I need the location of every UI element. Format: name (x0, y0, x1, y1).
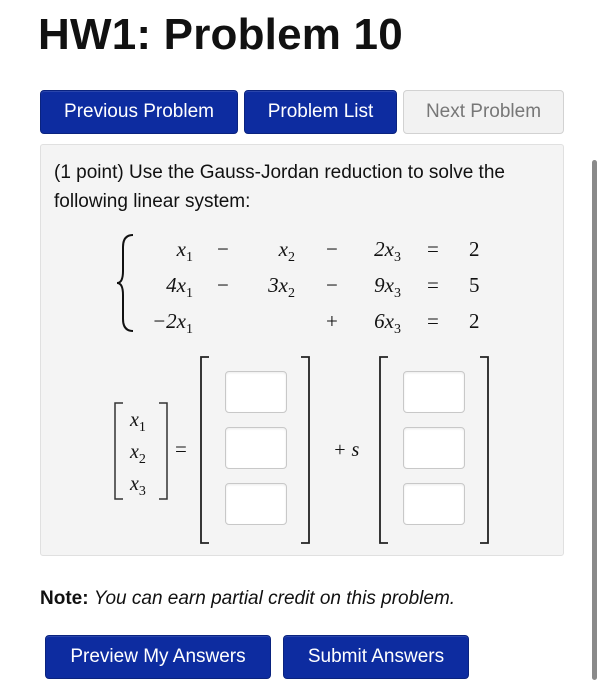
vector-x2: $x_2$ (130, 441, 146, 467)
answer-input-5[interactable] (403, 427, 465, 469)
note-label: Note: (40, 588, 89, 609)
eq2-op2: − (326, 273, 338, 297)
answer-input-3[interactable] (225, 483, 287, 525)
eq2-term3: $9x_3$ (374, 273, 401, 301)
answer-input-4[interactable] (403, 371, 465, 413)
eq1-op2: − (326, 237, 338, 261)
problem-statement: (1 point) Use the Gauss-Jordan reduction to solve the following linear system: (54, 162, 505, 212)
eq3-op2: + (326, 309, 338, 333)
eq1-term2: $x_2$ (278, 237, 295, 265)
page-title: HW1: Problem 10 (38, 10, 403, 59)
eq1-term3: $2x_3$ (374, 237, 401, 265)
eq2-op1: − (217, 273, 229, 297)
eq1-term1: $x_1$ (176, 237, 193, 265)
plus-s-label: + s (333, 439, 360, 461)
eq3-term3: $6x_3$ (374, 309, 401, 337)
answer-input-6[interactable] (403, 483, 465, 525)
note-text: You can earn partial credit on this problem. (93, 588, 456, 609)
answer-input-1[interactable] (225, 371, 287, 413)
previous-problem-button[interactable]: Previous Problem (40, 90, 238, 134)
eq1-op1: − (217, 237, 229, 261)
scrollbar[interactable] (592, 160, 597, 680)
eq3-term1: $-2x_1$ (152, 309, 193, 337)
eq2-term1: $4x_1$ (166, 273, 193, 301)
answer-input-2[interactable] (225, 427, 287, 469)
eq1-rhs: 2 (469, 237, 480, 261)
preview-answers-button[interactable]: Preview My Answers (45, 635, 271, 679)
problem-box (40, 144, 564, 556)
partial-credit-note (40, 588, 455, 610)
vector-x1: $x_1$ (130, 409, 146, 435)
eq2-equals: = (427, 273, 439, 297)
next-problem-button: Next Problem (403, 90, 564, 134)
vector-equals: = (175, 437, 187, 461)
eq3-equals: = (427, 309, 439, 333)
eq2-rhs: 5 (469, 273, 480, 297)
eq2-term2: $3x_2$ (268, 273, 295, 301)
problem-list-button[interactable]: Problem List (244, 90, 397, 134)
vector-x3: $x_3$ (130, 473, 146, 499)
submit-answers-button[interactable]: Submit Answers (283, 635, 469, 679)
eq3-rhs: 2 (469, 309, 480, 333)
eq1-equals: = (427, 237, 439, 261)
